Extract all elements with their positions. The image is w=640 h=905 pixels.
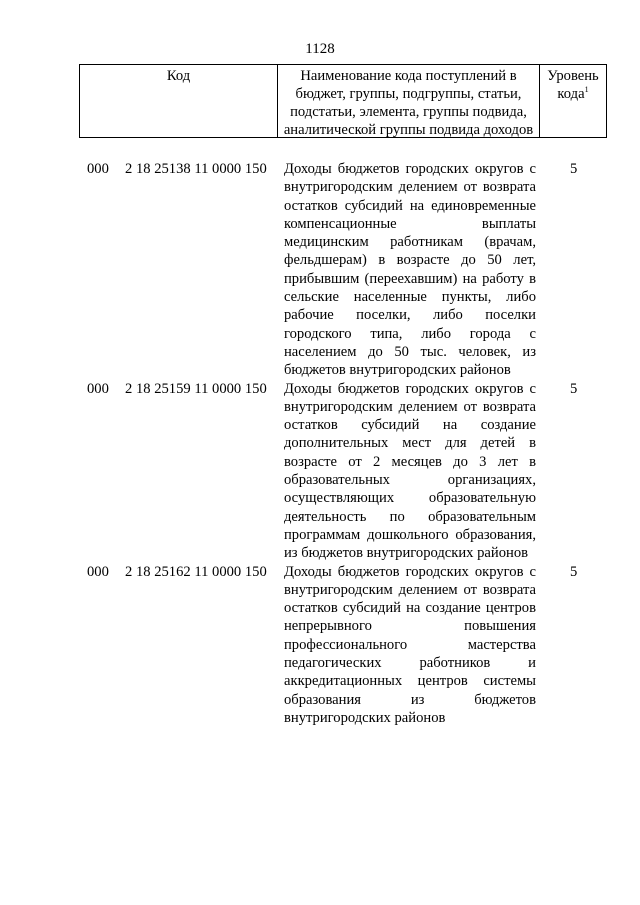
income-code: 2 18 25159 11 0000 150 bbox=[125, 380, 267, 397]
code-level: 5 bbox=[570, 380, 578, 397]
header-code bbox=[80, 65, 278, 137]
income-name: Доходы бюджетов городских округов с внутригородским делением от возврата остатков субсидий на единовременные компенсационные выплаты медицинским работникам (врачам, фельдшерам) в возрасте до 50 лет, прибывшим (переехавшим) на работу в сельские населенные пункты, либо рабочие поселки, либо поселки городского типа, либо города с населением до 50 тыс. человек, из бюджетов внутригородских районов bbox=[284, 161, 536, 379]
income-name: Доходы бюджетов городских округов с внутригородским делением от возврата остатков субсидий на создание центров непрерывного повышения профессионального мастерства педагогических работников и аккредитационных центров системы образования из бюджетов внутригородских районов bbox=[284, 563, 536, 726]
income-code: 2 18 25162 11 0000 150 bbox=[125, 563, 267, 580]
table-row bbox=[0, 563, 640, 728]
header-level-footnote: 1 bbox=[584, 85, 589, 95]
code-level: 5 bbox=[570, 563, 578, 580]
header-level-line1: Уровень bbox=[547, 68, 599, 84]
header-code-label: Код bbox=[166, 68, 191, 84]
header-level-line2: кода bbox=[557, 86, 585, 102]
admin-code: 000 bbox=[87, 161, 109, 177]
admin-code: 000 bbox=[87, 380, 109, 397]
income-code: 2 18 25138 11 0000 150 bbox=[125, 161, 267, 177]
header-name bbox=[278, 65, 540, 137]
header-name-label: Наименование кода поступлений в бюджет, группы, подгруппы, статьи, подстатьи, элемента, группы подвида, аналитической группы подвида доходов bbox=[283, 68, 534, 138]
table-body bbox=[0, 160, 640, 727]
header-level bbox=[540, 65, 606, 137]
table-row bbox=[0, 160, 640, 380]
admin-code: 000 bbox=[87, 563, 109, 580]
code-level: 5 bbox=[570, 161, 578, 177]
table-header bbox=[79, 64, 607, 138]
table-row bbox=[0, 380, 640, 563]
income-name: Доходы бюджетов городских округов с внутригородским делением от возврата остатков субсидий на создание дополнительных мест для детей в возрасте от 2 месяцев до 3 лет в образовательных организациях, осуществляющих образовательную деятельность по образовательным программам дошкольного образования, из бюджетов внутригородских районов bbox=[284, 380, 536, 562]
page-number: 1128 bbox=[305, 41, 335, 57]
